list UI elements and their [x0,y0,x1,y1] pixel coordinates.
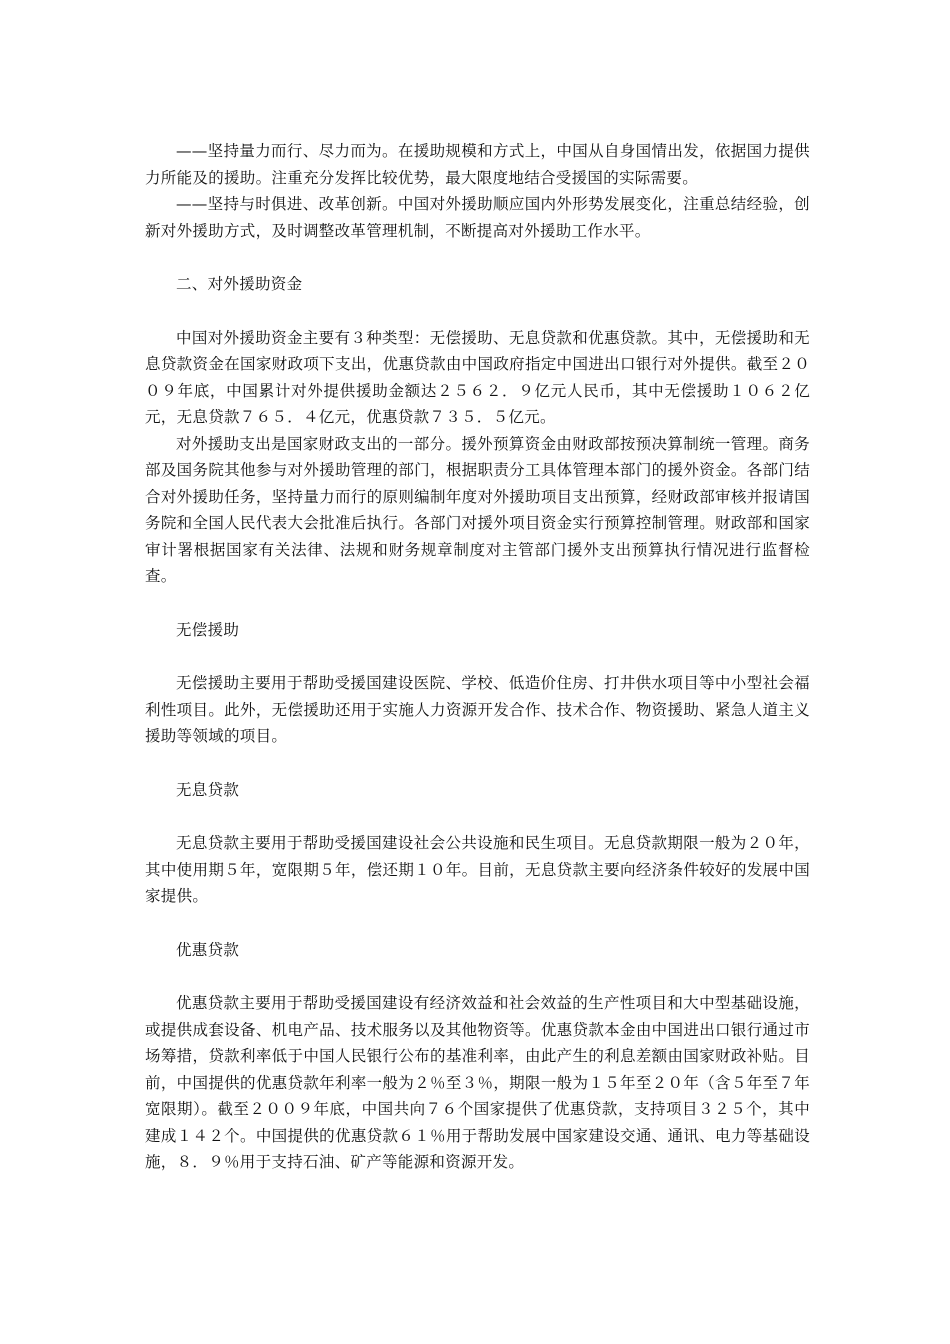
subheading-interest-free-loans: 无息贷款 [176,780,240,799]
paragraph-principle-1: ——坚持量力而行、尽力而为。在援助规模和方式上，中国从自身国情出发，依据国力提供力所能及的援助。注重充分发挥比较优势，最大限度地结合受援国的实际需要。 [145,142,810,187]
subheading-concessional-loans: 优惠贷款 [176,940,240,959]
document-body [145,138,810,1176]
paragraph-funds-2: 对外援助支出是国家财政支出的一部分。援外预算资金由财政部按预决算制统一管理。商务部及国务院其他参与对外援助管理的部门，根据职责分工具体管理本部门的援外资金。各部门结合对外援助任务，坚持量力而行的原则编制年度对外援助项目支出预算，经财政部审核并报请国务院和全国人民代表大会批准后执行。各部门对援外项目资金实行预算控制管理。财政部和国家审计署根据国家有关法律、法规和财务规章制度对主管部门援外支出预算执行情况进行监督检查。 [145,434,810,585]
paragraph-grants: 无偿援助主要用于帮助受援国建设医院、学校、低造价住房、打井供水项目等中小型社会福利性项目。此外，无偿援助还用于实施人力资源开发合作、技术合作、物资援助、紧急人道主义援助等领域的项目。 [145,674,810,745]
section-heading-funds: 二、对外援助资金 [176,275,303,293]
paragraph-funds-1: 中国对外援助资金主要有３种类型：无偿援助、无息贷款和优惠贷款。其中，无偿援助和无息贷款资金在国家财政项下支出，优惠贷款由中国政府指定中国进出口银行对外提供。截至２００９年底，中国累计对外提供援助金额达２５６２．９亿元人民币，其中无偿援助１０６２亿元，无息贷款７６５．４亿元，优惠贷款７３５．５亿元。 [145,328,810,426]
subheading-grants: 无偿援助 [176,620,240,639]
paragraph-concessional-loans: 优惠贷款主要用于帮助受援国建设有经济效益和社会效益的生产性项目和大中型基础设施，或提供成套设备、机电产品、技术服务以及其他物资等。优惠贷款本金由中国进出口银行通过市场筹措，贷款利率低于中国人民银行公布的基准利率，由此产生的利息差额由国家财政补贴。目前，中国提供的优惠贷款年利率一般为２％至３％，期限一般为１５年至２０年（含５年至７年宽限期）。截至２００９年底，中国共向７６个国家提供了优惠贷款，支持项目３２５个，其中建成１４２个。中国提供的优惠贷款６１％用于帮助发展中国家建设交通、通讯、电力等基础设施，８．９％用于支持石油、矿产等能源和资源开发。 [145,994,810,1171]
paragraph-principle-2: ——坚持与时俱进、改革创新。中国对外援助顺应国内外形势发展变化，注重总结经验，创新对外援助方式，及时调整改革管理机制，不断提高对外援助工作水平。 [145,195,810,240]
paragraph-interest-free-loans: 无息贷款主要用于帮助受援国建设社会公共设施和民生项目。无息贷款期限一般为２０年，其中使用期５年，宽限期５年，偿还期１０年。目前，无息贷款主要向经济条件较好的发展中国家提供。 [145,834,810,905]
